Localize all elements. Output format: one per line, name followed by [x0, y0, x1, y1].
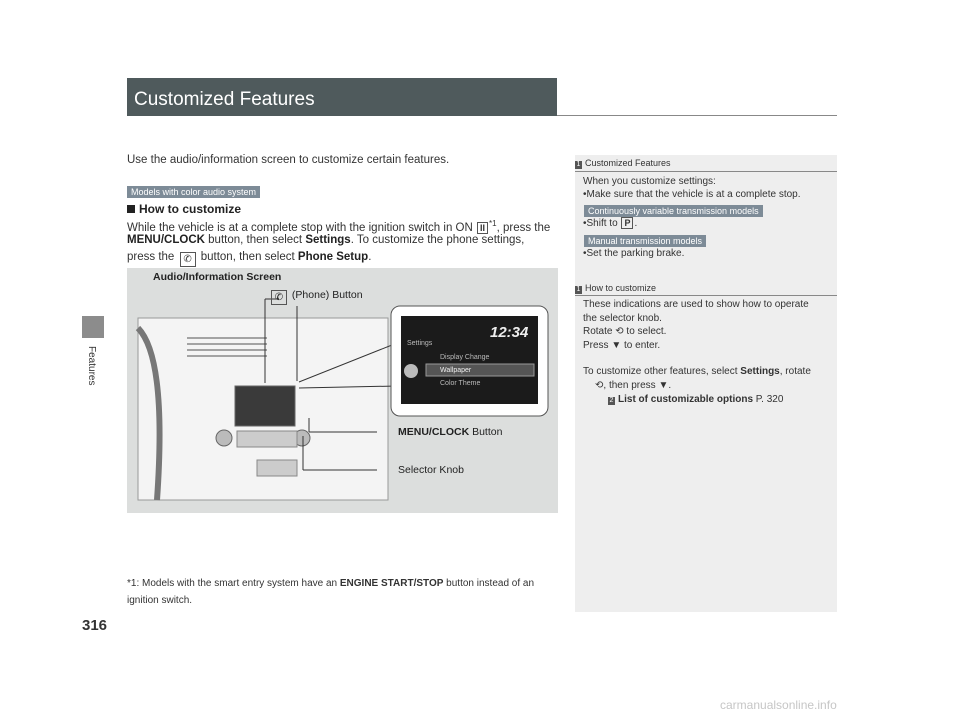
note-text: ⟲, then press ▼.	[595, 380, 672, 391]
footnote-line-2: ignition switch.	[127, 595, 193, 606]
screen-menu-item: Wallpaper	[440, 367, 472, 374]
side-label: Features	[86, 346, 97, 386]
rotate-knob-icon: ⟲	[595, 380, 604, 391]
screen-menu-item: Color Theme	[440, 380, 481, 387]
cross-reference-link[interactable]: 2 List of customizable options P. 320	[609, 394, 784, 405]
park-p-key: P	[621, 217, 633, 229]
note-text: the selector knob.	[583, 313, 662, 324]
note-text: Press ▼ to enter.	[583, 340, 661, 351]
intro-text: Use the audio/information screen to customize certain features.	[127, 154, 450, 166]
label-menu-clock: MENU/CLOCK Button	[398, 426, 503, 438]
screen-clock: 12:34	[490, 324, 529, 341]
instruction-line-1: While the vehicle is at a complete stop with the ignition switch in ON II $^{*1}$, press the	[127, 219, 551, 234]
note-number-icon: 1	[576, 286, 581, 293]
title-rule	[557, 115, 837, 116]
note-rule	[575, 295, 837, 296]
instruction-line-3: press the ✆ button, then select Phone Setup.	[127, 251, 372, 265]
models-tag: Models with color audio system	[127, 186, 260, 198]
press-knob-icon: ▼	[658, 380, 669, 391]
ignition-ii-key: II	[477, 222, 488, 234]
note-bullet: •Shift to P .	[583, 218, 638, 229]
section-heading: How to customize	[127, 202, 241, 216]
footnote-line-1: *1: Models with the smart entry system have an ENGINE START/STOP button instead of an	[127, 578, 535, 589]
note-text: These indications are used to show how to operate	[583, 299, 809, 310]
arrow-reference-icon: 2	[609, 397, 614, 404]
rotate-knob-icon: ⟲	[615, 326, 624, 337]
manual-models-tag: Manual transmission models	[584, 235, 706, 247]
lower-console	[257, 460, 297, 476]
gear-icon	[404, 364, 418, 378]
page-number: 316	[82, 617, 108, 634]
note-text: When you customize settings:	[583, 176, 716, 187]
footnote	[127, 575, 567, 609]
note-rule	[575, 171, 837, 172]
label-selector-knob: Selector Knob	[398, 464, 464, 476]
note-bullet: •Make sure that the vehicle is at a complete stop.	[583, 189, 801, 200]
notes-panel	[575, 155, 837, 612]
audio-screen-illustration	[235, 386, 295, 426]
note-bullet: •Set the parking brake.	[583, 248, 685, 259]
note-title: 1 Customized Features	[576, 158, 671, 168]
watermark: carmanualsonline.info	[720, 698, 837, 712]
button-panel	[237, 431, 297, 447]
note-text: To customize other features, select Settings, rotate	[583, 366, 811, 377]
label-audio-screen: Audio/Information Screen	[153, 271, 282, 283]
screen-header: Settings	[407, 340, 433, 347]
phone-icon: ✆	[180, 252, 196, 267]
note-title: 1 How to customize	[576, 283, 657, 293]
cvt-models-tag: Continuously variable transmission models	[584, 205, 763, 217]
phone-icon: ✆	[271, 290, 287, 305]
dashboard-figure	[127, 268, 558, 513]
square-bullet-icon	[127, 205, 135, 213]
note-text: Rotate ⟲ to select.	[583, 326, 667, 337]
instruction-line-2: MENU/CLOCK button, then select Settings. To customize the phone settings,	[127, 234, 525, 246]
label-phone-button: ✆ (Phone) Button	[269, 289, 363, 305]
note-number-icon: 1	[576, 161, 581, 168]
press-knob-icon: ▼	[611, 340, 622, 351]
section-tab	[82, 316, 104, 338]
page-title: Customized Features	[134, 89, 315, 110]
left-knob-icon	[216, 430, 232, 446]
screen-menu-item: Display Change	[440, 354, 490, 361]
